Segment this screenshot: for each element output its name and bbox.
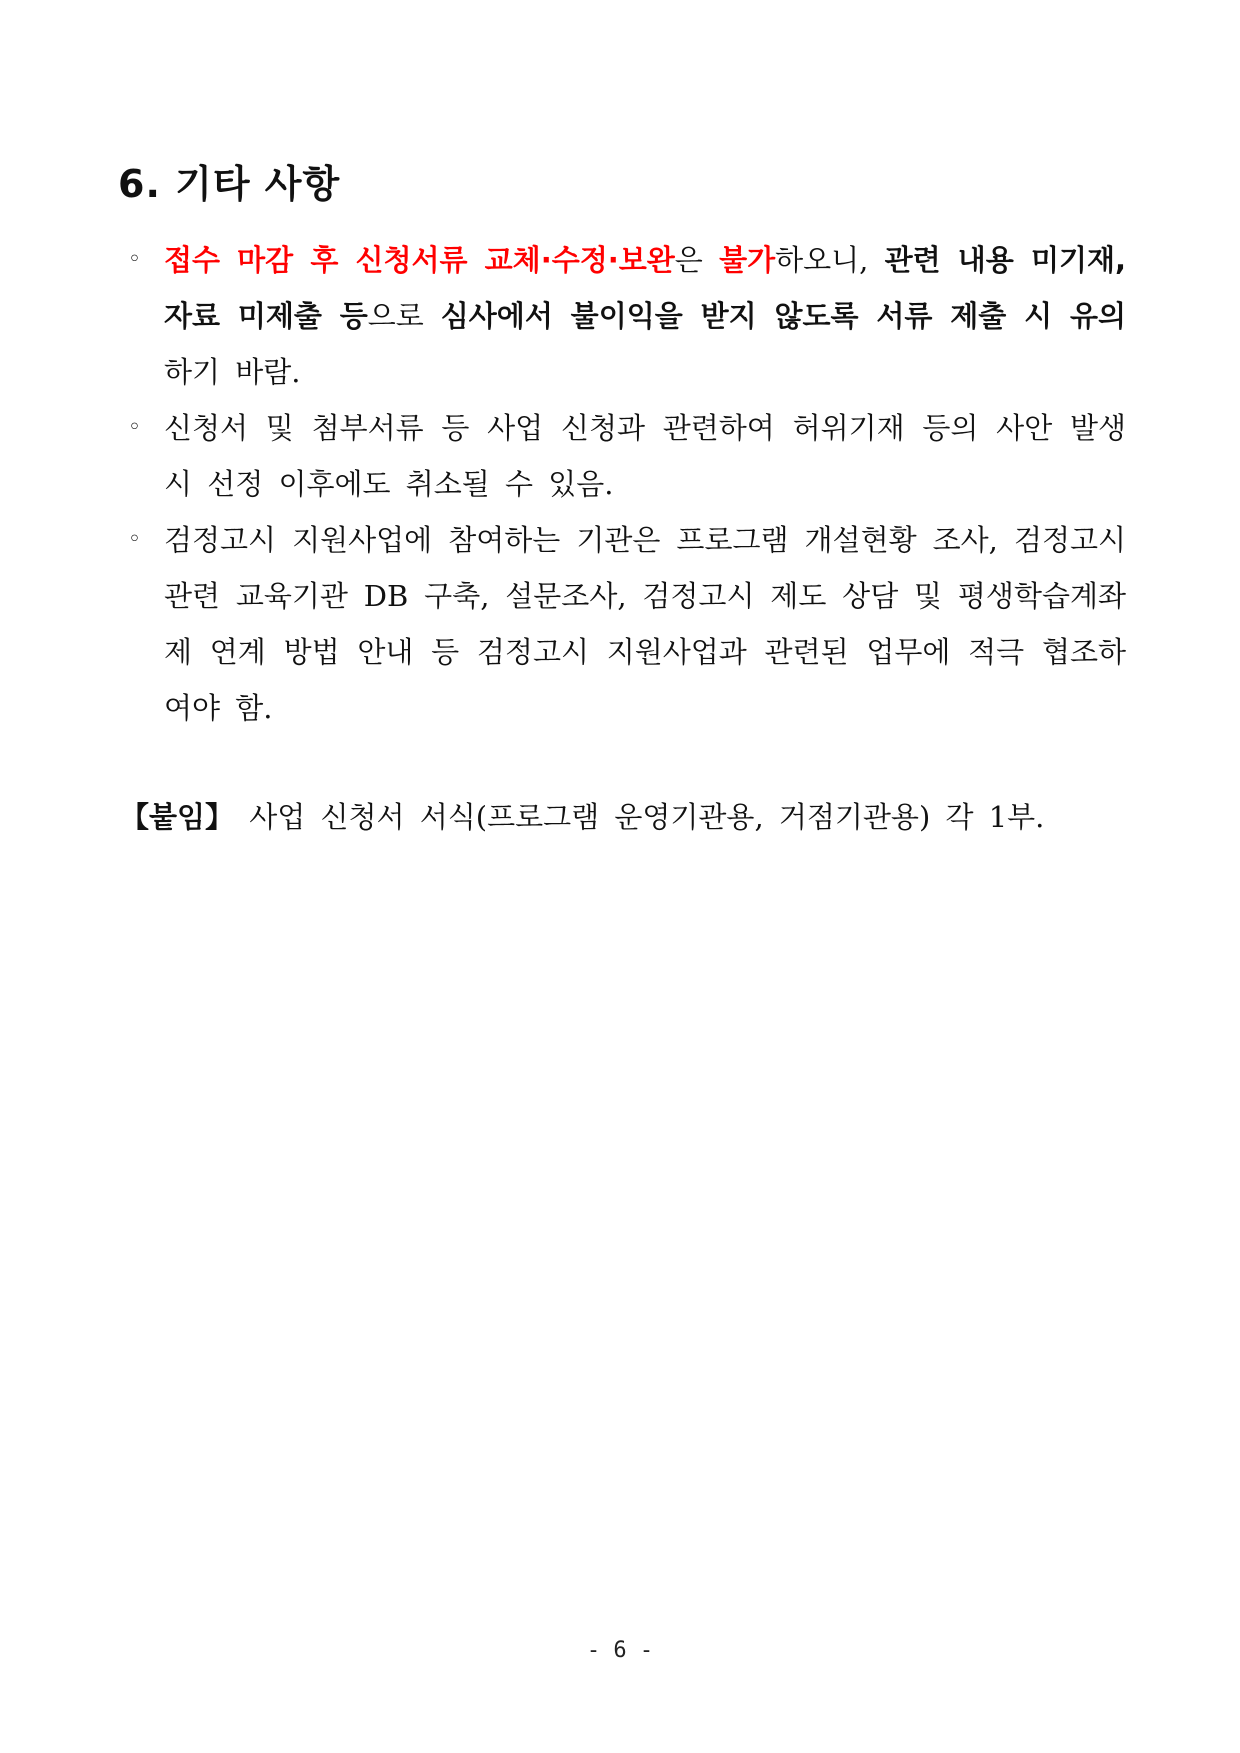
bullet-1-run-1: 접수 마감 후 신청서류 교체·수정·보완: [164, 243, 675, 277]
bullet-1-run-4: 하오니,: [775, 243, 885, 277]
bullet-1-run-3: 불가: [719, 243, 776, 277]
bullet-item-2: [128, 400, 1126, 512]
bullet-marker: ◦: [128, 415, 141, 440]
attachment-note: [120, 797, 1044, 837]
bullet-1-run-8: 하기 바람.: [164, 355, 301, 389]
attachment-text: 사업 신청서 서식(프로그램 운영기관용, 거점기관용) 각 1부.: [234, 800, 1045, 834]
bullet-1-run-5: 관련 내용 미기재, 자료 미제출 등: [164, 243, 1127, 333]
page-number: - 6 -: [586, 1638, 654, 1663]
bullet-marker: ◦: [128, 247, 141, 272]
bullet-item-3: [128, 512, 1126, 736]
bullet-2-text: 신청서 및 첨부서류 등 사업 신청과 관련하여 허위기재 등의 사안 발생 시 선정 이후에도 취소될 수 있음.: [164, 411, 1126, 501]
bullet-1-run-2: 은: [674, 243, 720, 277]
bullet-1-run-6: 으로: [367, 299, 441, 333]
bullet-list: [128, 232, 1126, 736]
bullet-1-run-7: 심사에서 불이익을 받지 않도록 서류 제출 시 유의: [440, 299, 1126, 333]
bullet-item-1: [128, 232, 1126, 400]
bullet-marker: ◦: [128, 527, 141, 552]
bullet-3-text: 검정고시 지원사업에 참여하는 기관은 프로그램 개설현황 조사, 검정고시 관련 교육기관 DB 구축, 설문조사, 검정고시 제도 상담 및 평생학습계좌제 연계 방법 안내 등 검정고시 지원사업과 관련된 업무에 적극 협조하여야 함.: [164, 523, 1126, 725]
attachment-label: 【붙임】: [120, 800, 235, 834]
section-title: 6. 기타 사항: [118, 162, 341, 206]
